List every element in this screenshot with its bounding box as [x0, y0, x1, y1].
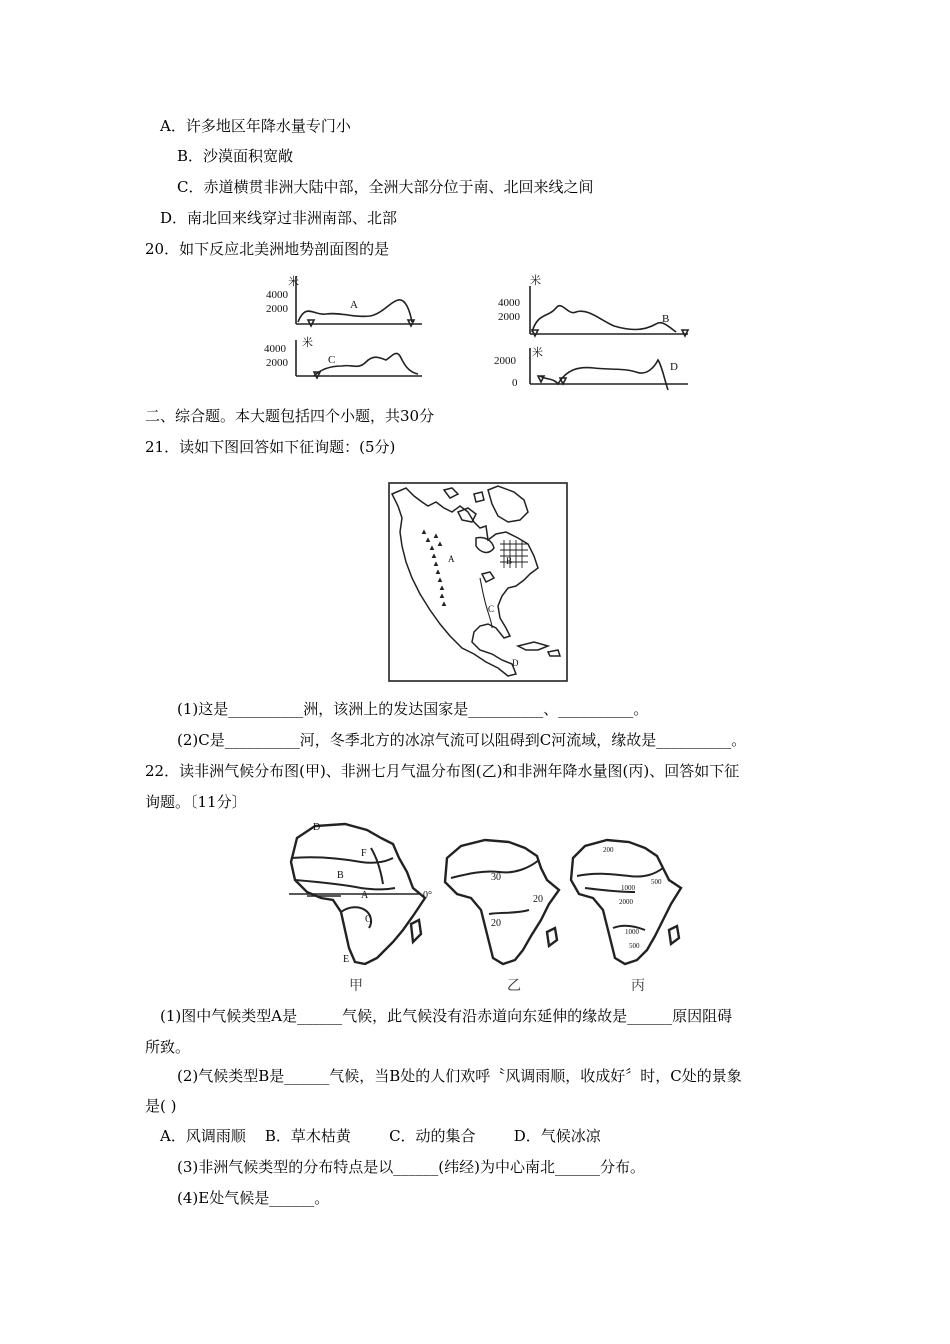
section-2-heading: 二、综合题。本大题包括四个小题，共30分 — [145, 407, 435, 425]
map-bing-caption: 丙 — [631, 979, 645, 994]
q19-option-d: D．南北回来线穿过非洲南部、北部 — [160, 209, 398, 227]
svg-text:▲: ▲ — [424, 535, 432, 544]
profile-a-unit: 米 — [288, 276, 299, 288]
profile-b-tick-2000: 2000 — [498, 311, 520, 323]
map-yi-iso-20-a: 20 — [533, 894, 543, 905]
map-yi-caption: 乙 — [507, 979, 521, 994]
profile-b-unit: 米 — [530, 275, 541, 287]
map-jia-label-b: B — [337, 870, 344, 881]
q20-stem: 20．如下反应北美洲地势剖面图的是 — [145, 240, 390, 258]
profile-b-tick-4000: 4000 — [498, 297, 520, 309]
map-bing-iso-200: 200 — [603, 846, 614, 854]
svg-text:▲: ▲ — [432, 531, 440, 540]
q19-option-a: A．许多地区年降水量专门小 — [160, 117, 351, 135]
q22-stem-line1: 22．读非洲气候分布图(甲)、非洲七月气温分布图(乙)和非洲年降水量图(丙)、回答如下征 — [145, 762, 740, 780]
map-jia-label-d: D — [313, 822, 321, 833]
profile-c-unit: 米 — [302, 337, 313, 349]
profile-c-tick-2000: 2000 — [266, 357, 288, 369]
svg-text:▲: ▲ — [432, 559, 440, 568]
profile-d-tick-0: 0 — [512, 377, 518, 389]
africa-maps-figure — [285, 818, 705, 996]
profile-d-tick-2000: 2000 — [494, 355, 516, 367]
profile-a-label: A — [350, 299, 358, 311]
q20-profile-figure — [262, 272, 692, 394]
map-jia-caption: 甲 — [349, 979, 363, 994]
svg-text:▲: ▲ — [438, 583, 446, 592]
profile-a-tick-4000: 4000 — [266, 289, 288, 301]
q22-sub4: (4)E处气候是______。 — [177, 1189, 330, 1207]
map21-label-c: C — [488, 604, 495, 614]
map-yi-iso-20-b: 20 — [491, 918, 501, 929]
profile-b-label: B — [662, 313, 670, 325]
profile-c-tick-4000: 4000 — [264, 343, 286, 355]
q22-options: A．风调雨顺 B．草木枯黄 C．动的集合 D．气候冰凉 — [160, 1127, 601, 1145]
q22-sub1-line1: (1)图中气候类型A是______气候，此气候没有沿赤道向东延伸的缘故是______原因阻碍 — [160, 1007, 733, 1025]
q22-sub2-line1: (2)气候类型B是______气候，当B处的人们欢呼〝风调雨顺，收成好〞时，C处的景象 — [177, 1067, 742, 1085]
svg-text:▲: ▲ — [436, 539, 444, 548]
map-bing-iso-1000-a: 1000 — [621, 884, 635, 892]
map-jia-label-f: F — [361, 848, 367, 859]
q21-sub1: (1)这是__________洲，该洲上的发达国家是__________、__________。 — [177, 700, 649, 718]
map-yi-iso-30: 30 — [491, 872, 501, 883]
map-jia-label-a: A — [361, 890, 369, 901]
q22-sub2-line2: 是( ) — [145, 1097, 177, 1115]
map-jia-label-c: C — [365, 914, 372, 925]
q22-sub3: (3)非洲气候类型的分布特点是以______(纬经)为中心南北______分布。 — [177, 1158, 645, 1176]
q19-option-c: C．赤道横贯非洲大陆中部，全洲大部分位于南、北回来线之间 — [177, 178, 594, 196]
svg-text:▲: ▲ — [440, 599, 448, 608]
svg-text:▲: ▲ — [434, 567, 442, 576]
map-bing-iso-500-b: 500 — [629, 942, 640, 950]
q21-stem: 21．读如下图回答如下征询题：(5分) — [145, 438, 396, 456]
svg-text:▲: ▲ — [420, 527, 428, 536]
q22-sub1-line2: 所致。 — [145, 1038, 191, 1056]
profile-d-unit: 米 — [532, 347, 543, 359]
map21-label-a: A — [448, 554, 455, 564]
map-jia-equator: 0° — [423, 890, 432, 901]
svg-text:▲: ▲ — [436, 575, 444, 584]
map21-label-d: D — [512, 658, 519, 668]
north-america-map — [388, 482, 568, 682]
svg-text:▲: ▲ — [428, 543, 436, 552]
map-jia-label-e: E — [343, 954, 350, 965]
map-bing-iso-1000-b: 1000 — [625, 928, 639, 936]
svg-text:▲: ▲ — [438, 591, 446, 600]
profile-a-tick-2000: 2000 — [266, 303, 288, 315]
q19-option-b: B．沙漠面积宽敞 — [177, 147, 294, 165]
map-bing-iso-500-a: 500 — [651, 878, 662, 886]
q22-stem-line2: 询题。〔11分〕 — [145, 793, 247, 811]
q21-sub2: (2)C是__________河，冬季北方的冰凉气流可以阻碍到C河流域，缘故是__________。 — [177, 731, 747, 749]
svg-text:▲: ▲ — [430, 551, 438, 560]
profile-d-label: D — [670, 361, 678, 373]
profile-c-label: C — [328, 354, 336, 366]
map21-label-b: B — [506, 556, 513, 566]
map-bing-iso-2000: 2000 — [619, 898, 633, 906]
